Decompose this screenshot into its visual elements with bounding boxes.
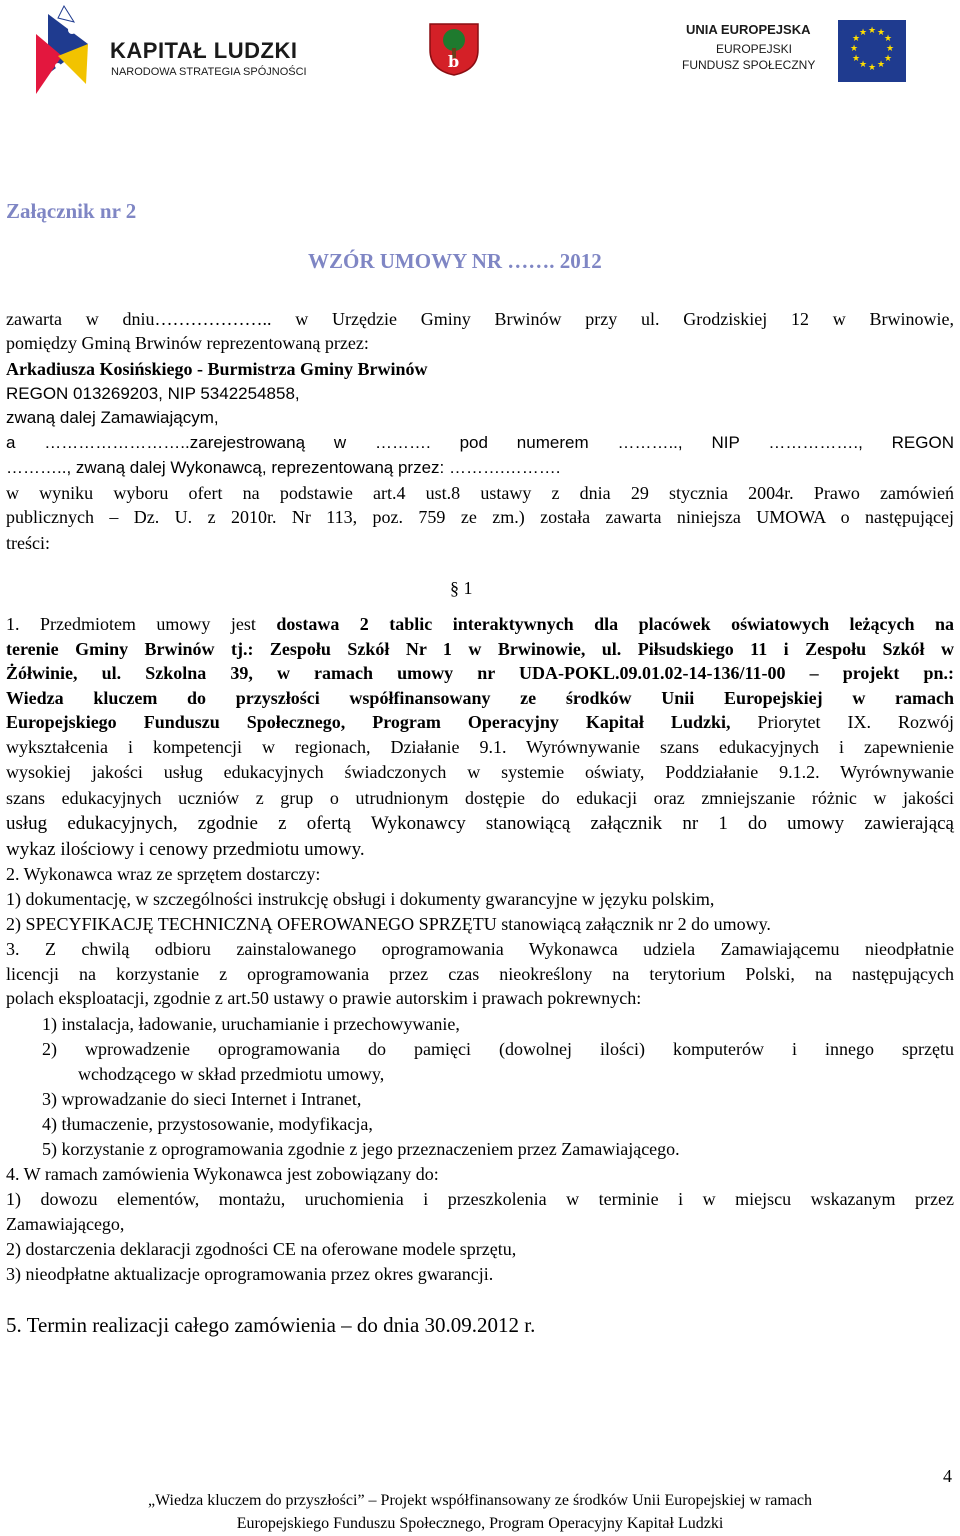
clause-1-line <box>6 710 954 734</box>
clause-1-lead: 1. Przedmiotem umowy jest <box>6 614 277 634</box>
clause-3-item: 3) wprowadzanie do sieci Internet i Intranet, <box>42 1089 362 1109</box>
clause-1-line: wysokiej jakości usług edukacyjnych świadczonych w systemie oświaty, Poddziałanie 9.1.2. Wyrównywanie <box>6 762 954 782</box>
eu-line2: EUROPEJSKI <box>716 42 793 56</box>
clause-1-line: terenie Gminy Brwinów tj.: Zespołu Szkół Nr 1 w Brwinowie, ul. Piłsudskiego 11 i Zespołu Szkół w <box>6 639 954 659</box>
svg-text:★: ★ <box>867 26 877 36</box>
intro-line: zawarta w dniu……………….. w Urzędzie Gminy Brwinów przy ul. Grodziskiej 12 w Brwinowie, <box>6 309 954 329</box>
brwinow-crest <box>428 22 480 76</box>
clause-2-line: 2. Wykonawca wraz ze sprzętem dostarczy: <box>6 864 321 884</box>
eu-title: UNIA EUROPEJSKA <box>686 22 811 37</box>
clause-4-item: 3) nieodpłatne aktualizacje oprogramowania przez okres gwarancji. <box>6 1264 494 1284</box>
section-mark: § 1 <box>450 578 473 598</box>
svg-text:★: ★ <box>883 54 893 64</box>
clause-1-line: wykształcenia i kompetencji w regionach, Działanie 9.1. Wyrównywanie szans edukacyjnych i zapewnienie <box>6 737 954 757</box>
svg-text:★: ★ <box>885 44 895 54</box>
clause-2-item: 2) SPECYFIKACJĘ TECHNICZNĄ OFEROWANEGO SPRZĘTU stanowiącą załącznik nr 2 do umowy. <box>6 914 771 934</box>
annex-label: Załącznik nr 2 <box>6 199 137 223</box>
kl-title: KAPITAŁ LUDZKI <box>110 38 298 63</box>
svg-text:★: ★ <box>851 34 861 44</box>
svg-text:★: ★ <box>867 63 877 73</box>
intro-line: ……….., zwaną dalej Wykonawcą, reprezentowaną przez: ……….………. <box>6 458 561 477</box>
intro-line: pomiędzy Gminą Brwinów reprezentowaną przez: <box>6 333 369 353</box>
clause-4-item: 1) dowozu elementów, montażu, uruchomienia i przeszkolenia w terminie i w miejscu wskazanym przez <box>6 1189 954 1209</box>
clause-4-item: Zamawiającego, <box>6 1214 125 1234</box>
clause-3-item: 4) tłumaczenie, przystosowanie, modyfikacja, <box>42 1114 373 1134</box>
svg-text:★: ★ <box>851 54 861 64</box>
intro-line: publicznych – Dz. U. z 2010r. Nr 113, poz. 759 ze zm.) została zawarta niniejsza UMOWA o następującej <box>6 507 954 527</box>
svg-text:★: ★ <box>858 28 868 38</box>
clause-1-line <box>6 612 954 636</box>
clause-3-item: 2) wprowadzenie oprogramowania do pamięci (dowolnej ilości) komputerów i innego sprzętu <box>42 1039 954 1059</box>
mayor-name: Arkadiusza Kosińskiego - Burmistrza Gminy Brwinów <box>6 359 428 379</box>
program-name: Europejskiego Funduszu Społecznego, Program Operacyjny Kapitał Ludzki, <box>6 712 731 732</box>
clause-3-item: 5) korzystanie z oprogramowania zgodnie z jego przeznaczeniem przez Zamawiającego. <box>42 1139 680 1159</box>
intro-line: w wyniku wyboru ofert na podstawie art.4 ust.8 ustawy z dnia 29 stycznia 2004r. Prawo zamówień <box>6 483 954 503</box>
clause-3-line: 3. Z chwilą odbioru zainstalowanego oprogramowania Wykonawca udziela Zamawiającemu nieodpłatnie <box>6 939 954 959</box>
svg-text:★: ★ <box>849 44 859 54</box>
clause-1-line: szans edukacyjnych uczniów z grup o utrudnionym dostępie do edukacji oraz zmniejszanie różnic w jakości <box>6 788 954 808</box>
kl-subtitle: NARODOWA STRATEGIA SPÓJNOŚCI <box>111 66 307 78</box>
clause-5-line: 5. Termin realizacji całego zamówienia – do dnia 30.09.2012 r. <box>6 1313 536 1337</box>
clause-4-line: 4. W ramach zamówienia Wykonawca jest zobowiązany do: <box>6 1164 439 1184</box>
crest-letter: b <box>448 52 460 71</box>
clause-1-line: Wiedza kluczem do przyszłości współfinansowany ze środków Unii Europejskiej w ramach <box>6 688 954 708</box>
kapital-ludzki-logo <box>28 4 328 100</box>
svg-text:★: ★ <box>858 60 868 70</box>
svg-text:★: ★ <box>876 28 886 38</box>
footer-line-1: „Wiedza kluczem do przyszłości” – Projekt współfinansowany ze środków Unii Europejskiej w ramach <box>147 1492 813 1509</box>
clause-3-line: polach eksploatacji, zgodnie z art.50 ustawy o prawie autorskim i prawach pokrewnych: <box>6 988 642 1008</box>
intro-line: zwaną dalej Zamawiającym, <box>6 408 219 427</box>
footer-line-2: Europejskiego Funduszu Społecznego, Program Operacyjny Kapitał Ludzki <box>236 1515 724 1532</box>
clause-1-subject: dostawa 2 tablic interaktywnych dla placówek oświatowych leżących na <box>276 614 954 634</box>
kapital-ludzki-emblem-icon <box>28 4 98 100</box>
clause-1-line: Żółwinie, ul. Szkolna 39, w ramach umowy nr UDA-POKL.09.01.02-14-136/11-00 – projekt pn.: <box>6 663 954 683</box>
clause-3-item: wchodzącego w skład przedmiotu umowy, <box>78 1064 385 1084</box>
priority-text: Priorytet IX. Rozwój <box>730 712 954 732</box>
intro-line: REGON 013269203, NIP 5342254858, <box>6 384 300 403</box>
clause-3-item: 1) instalacja, ładowanie, uruchamianie i przechowywanie, <box>42 1014 460 1034</box>
intro-line: treści: <box>6 533 50 553</box>
eu-line3: FUNDUSZ SPOŁECZNY <box>682 58 816 72</box>
intro-line: a ……………………..zarejestrowaną w ………. pod numerem ……….., NIP ……………., REGON <box>6 433 954 452</box>
svg-text:★: ★ <box>883 34 893 44</box>
clause-3-line: licencji na korzystanie z oprogramowania przez czas nieokreślony na terytorium Polski, na następujących <box>6 964 954 984</box>
page-number: 4 <box>943 1466 952 1486</box>
clause-1-line: wykaz ilościowy i cenowy przedmiotu umowy. <box>6 839 365 860</box>
svg-text:★: ★ <box>876 60 886 70</box>
eu-logo <box>672 18 912 86</box>
clause-1-line: usług edukacyjnych, zgodnie z ofertą Wykonawcy stanowiącą załącznik nr 1 do umowy zawierającą <box>6 813 954 834</box>
eu-flag-icon <box>838 20 906 82</box>
document-title: WZÓR UMOWY NR ……. 2012 <box>308 249 602 273</box>
clause-2-item: 1) dokumentację, w szczególności instrukcję obsługi i dokumenty gwarancyjne w języku polskim, <box>6 889 715 909</box>
clause-4-item: 2) dostarczenia deklaracji zgodności CE na oferowane modele sprzętu, <box>6 1239 517 1259</box>
